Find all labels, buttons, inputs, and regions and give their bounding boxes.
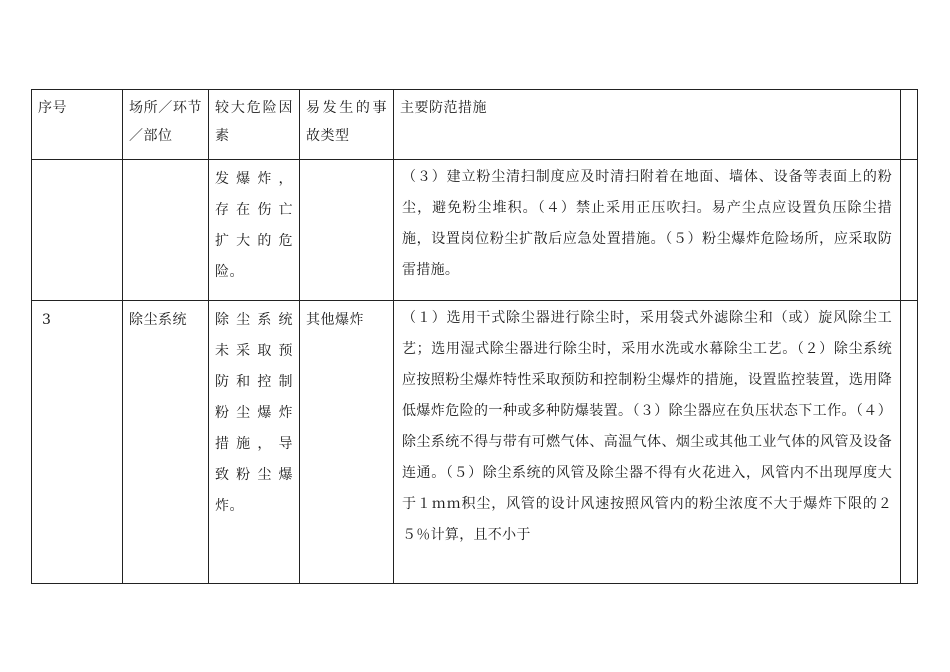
row-factor — [209, 301, 300, 584]
row-accident — [300, 160, 394, 301]
header-accident: 易发生的事故类型 — [300, 90, 394, 160]
header-place: 场所／环节／部位 — [123, 90, 209, 160]
factor-line: 粉尘爆炸 — [215, 405, 293, 421]
row-extra-cell — [901, 301, 918, 584]
table-row — [32, 160, 918, 301]
factor-line: 致粉尘爆 — [215, 467, 293, 483]
factor-line: 扩大的危 — [215, 233, 293, 249]
header-extra-cell — [901, 90, 918, 160]
row-place — [123, 160, 209, 301]
factor-line: 发爆炸， — [215, 171, 293, 187]
header-no: 序号 — [32, 90, 123, 160]
factor-line: 险。 — [215, 264, 244, 280]
row-factor — [209, 160, 300, 301]
hazard-table — [31, 89, 918, 584]
factor-line: 防和控制 — [215, 374, 293, 390]
table-header-row — [32, 90, 918, 160]
row-measure: （１）选用干式除尘器进行除尘时，采用袋式外滤除尘和（或）旋风除尘工艺；选用湿式除尘器进行除尘时，采用水洗或水幕除尘工艺。（２）除尘系统应按照粉尘爆炸特性采取预防和控制粉尘爆炸的措施，设置监控装置，选用降低爆炸危险的一种或多种防爆装置。（３）除尘器应在负压状态下工作。（４）除尘系统不得与带有可燃气体、高温气体、烟尘或其他工业气体的风管及设备连通。（５）除尘系统的风管及除尘器不得有火花进入，风管内不出现厚度大于１ｍｍ积尘，风管的设计风速按照风管内的粉尘浓度不大于爆炸下限的２５％计算，且不小于 — [394, 301, 901, 584]
row-no — [32, 160, 123, 301]
row-accident: 其他爆炸 — [300, 301, 394, 584]
header-measure: 主要防范措施 — [394, 90, 901, 160]
factor-line: 存在伤亡 — [215, 202, 293, 218]
table-row — [32, 301, 918, 584]
factor-line: 未采取预 — [215, 343, 293, 359]
row-extra-cell — [901, 160, 918, 301]
row-place: 除尘系统 — [123, 301, 209, 584]
factor-line: 除尘系统 — [215, 312, 293, 328]
header-factor: 较大危险因素 — [209, 90, 300, 160]
factor-line: 炸。 — [215, 498, 244, 514]
factor-line: 措施，导 — [215, 436, 293, 452]
row-no: 3 — [32, 301, 123, 584]
row-measure: （３）建立粉尘清扫制度应及时清扫附着在地面、墙体、设备等表面上的粉尘，避免粉尘堆积。（４）禁止采用正压吹扫。易产尘点应设置负压除尘措施，设置岗位粉尘扩散后应急处置措施。（５）粉尘爆炸危险场所，应采取防雷措施。 — [394, 160, 901, 301]
